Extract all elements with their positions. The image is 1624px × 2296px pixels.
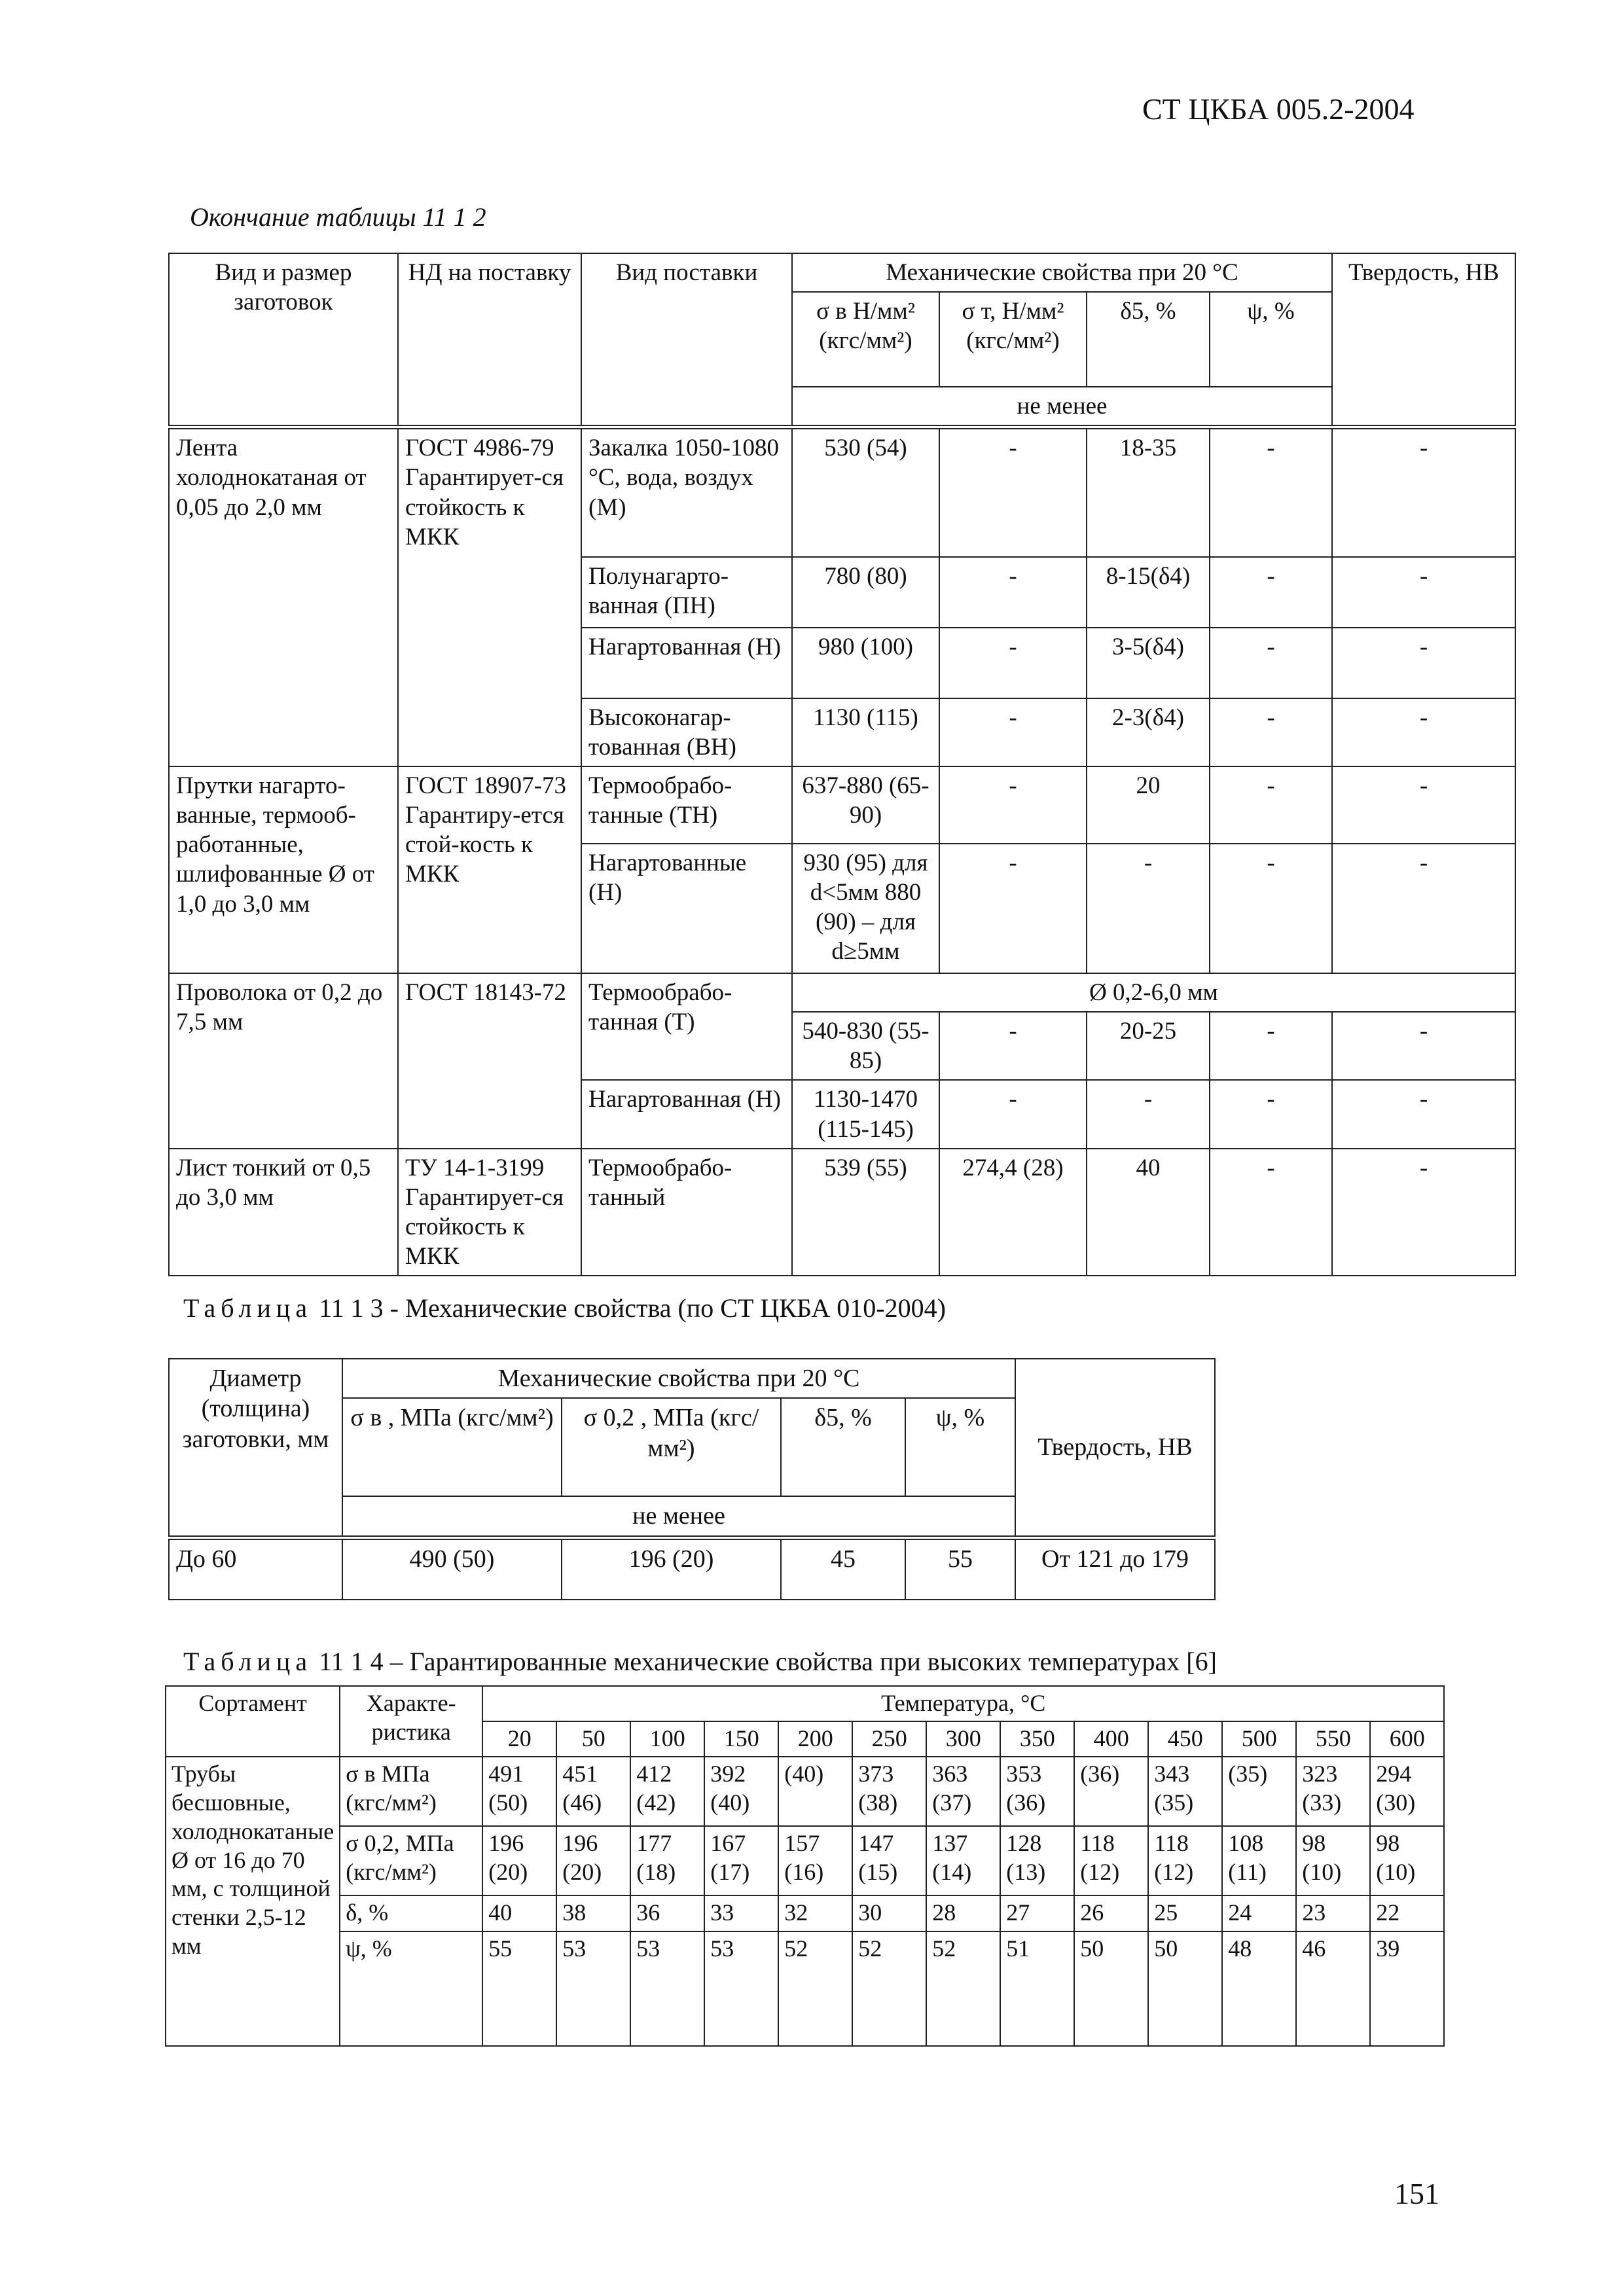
cell-temp-value: 53 [630,1931,704,2046]
cell-temp-value: 55 [482,1931,556,2046]
cell-supply: Полунагарто-ванная (ПН) [581,557,792,628]
cell-temp-value: 22 [1370,1895,1444,1931]
cell-psi: - [1210,1080,1332,1148]
cell-psi: - [1210,1149,1332,1276]
cell-delta5: - [1087,844,1210,973]
cell-temp-value: 38 [556,1895,630,1931]
cell-temp-value: 343 (35) [1148,1757,1222,1826]
cell-psi: - [1210,427,1332,557]
table-11-1-3-caption [183,1293,946,1323]
cell-temp-value: 196 (20) [556,1826,630,1895]
cell-char: σ в МПа (кгс/мм²) [340,1757,482,1826]
cell-psi: - [1210,766,1332,844]
cell-sigma-t: - [939,698,1087,766]
cell-temp-value: 24 [1222,1895,1296,1931]
cell-temp-value: 26 [1074,1895,1148,1931]
cell-temp-value: 392 (40) [704,1757,778,1826]
cell-supply: Нагартованные (Н) [581,844,792,973]
head-temp: 50 [556,1721,630,1757]
cell-kind: Проволока от 0,2 до 7,5 мм [169,973,398,1149]
cell-sigma-b: 980 (100) [792,628,939,698]
head-delta5: δ5, % [781,1398,905,1496]
cell-hardness: - [1332,557,1515,628]
cell-sigma-b: 540-830 (55-85) [792,1012,939,1080]
cell-psi: - [1210,1012,1332,1080]
row-sigma-02 [166,1826,1444,1895]
document-code: СТ ЦКБА 005.2-2004 [1142,92,1415,126]
cell-delta5: 2-3(δ4) [1087,698,1210,766]
cell-supply: Закалка 1050-1080 °С, вода, воздух (М) [581,427,792,557]
cell-sigma-t: - [939,1012,1087,1080]
head-temp: 550 [1296,1721,1370,1757]
cell-hardness: - [1332,1012,1515,1080]
cell-temp-value: (36) [1074,1757,1148,1826]
table-11-1-4 [165,1685,1445,2047]
head-temp: 350 [1000,1721,1074,1757]
cell-temp-value: 118 (12) [1148,1826,1222,1895]
cell-temp-value: 294 (30) [1370,1757,1444,1826]
head-delta5: δ5, % [1087,292,1210,387]
head-temperature: Температура, °С [482,1686,1444,1721]
cell-nd: ГОСТ 4986-79 Гарантирует-ся стойкость к МКК [398,427,581,766]
head-characteristic: Характе-ристика [340,1686,482,1757]
head-sigma-b: σ в , МПа (кгс/мм²) [342,1398,562,1496]
cell-temp-value: 147 (15) [852,1826,926,1895]
table-11-1-3 [168,1358,1216,1600]
cell-hardness: - [1332,766,1515,844]
head-temp: 150 [704,1721,778,1757]
cell-char: σ 0,2, МПа (кгс/мм²) [340,1826,482,1895]
cell-sigma-02: 196 (20) [562,1537,781,1600]
cell-temp-value: 52 [852,1931,926,2046]
cell-kind: Лента холоднокатаная от 0,05 до 2,0 мм [169,427,398,766]
cell-sigma-b: 490 (50) [342,1537,562,1600]
cell-temp-value: 52 [926,1931,1000,2046]
cell-temp-value: 451 (46) [556,1757,630,1826]
cell-supply: Высоконагар-тованная (ВН) [581,698,792,766]
cell-temp-value: 412 (42) [630,1757,704,1826]
cell-temp-value: 53 [556,1931,630,2046]
page-number: 151 [1394,2177,1439,2210]
caption-text: 11 1 3 - Механические свойства (по СТ ЦКБА 010-2004) [319,1293,946,1323]
cell-temp-value: 40 [482,1895,556,1931]
cell-temp-value: 53 [704,1931,778,2046]
head-mech: Механические свойства при 20 °С [342,1359,1015,1398]
cell-supply: Термообрабо-танная (Т) [581,973,792,1080]
cell-sortament: Трубы бесшовные, холоднокатаные Ø от 16 до 70 мм, с толщиной стенки 2,5-12 мм [166,1757,340,2046]
cell-temp-value: 30 [852,1895,926,1931]
cell-temp-value: 373 (38) [852,1757,926,1826]
cell-supply: Термообрабо-танный [581,1149,792,1276]
caption-word: Таблица [183,1293,313,1323]
head-sigma-02: σ 0,2 , МПа (кгс/мм²) [562,1398,781,1496]
cell-temp-value: 39 [1370,1931,1444,2046]
cell-psi: 55 [905,1537,1015,1600]
cell-temp-value: 27 [1000,1895,1074,1931]
head-hardness: Твердость, НВ [1332,253,1515,427]
cell-psi: - [1210,628,1332,698]
table-continuation-caption: Окончание таблицы 11 1 2 [190,202,486,232]
cell-sigma-b: 930 (95) для d<5мм 880 (90) – для d≥5мм [792,844,939,973]
cell-temp-value: 137 (14) [926,1826,1000,1895]
cell-temp-value: 167 (17) [704,1826,778,1895]
cell-delta5: 20-25 [1087,1012,1210,1080]
cell-temp-value: 46 [1296,1931,1370,2046]
cell-delta5: 40 [1087,1149,1210,1276]
cell-sigma-t: - [939,427,1087,557]
head-temp: 450 [1148,1721,1222,1757]
cell-psi: - [1210,557,1332,628]
head-not-less: не менее [792,387,1332,427]
cell-char: ψ, % [340,1931,482,2046]
cell-sigma-t: - [939,628,1087,698]
table-11-1-2 [168,253,1516,1276]
cell-temp-value: 363 (37) [926,1757,1000,1826]
cell-delta5: 20 [1087,766,1210,844]
head-temp: 600 [1370,1721,1444,1757]
row-sigma-b [166,1757,1444,1826]
cell-temp-value: 32 [778,1895,852,1931]
cell-temp-value: 51 [1000,1931,1074,2046]
head-psi: ψ, % [905,1398,1015,1496]
caption-text: 11 1 4 – Гарантированные механические свойства при высоких температурах [6] [319,1647,1217,1676]
cell-temp-value: 108 (11) [1222,1826,1296,1895]
head-temp: 500 [1222,1721,1296,1757]
head-temp: 100 [630,1721,704,1757]
cell-hardness: От 121 до 179 [1015,1537,1215,1600]
cell-temp-value: 36 [630,1895,704,1931]
cell-sigma-t: - [939,557,1087,628]
head-diameter: Диаметр (толщина) заготовки, мм [169,1359,342,1537]
head-sortament: Сортамент [166,1686,340,1757]
head-nd: НД на поставку [398,253,581,427]
cell-delta5: - [1087,1080,1210,1148]
cell-sigma-b: 780 (80) [792,557,939,628]
head-temp: 300 [926,1721,1000,1757]
cell-temp-value: (40) [778,1757,852,1826]
cell-delta5: 3-5(δ4) [1087,628,1210,698]
cell-hardness: - [1332,427,1515,557]
cell-sigma-b: 530 (54) [792,427,939,557]
cell-temp-value: 323 (33) [1296,1757,1370,1826]
cell-delta5: 8-15(δ4) [1087,557,1210,628]
cell-nd: ГОСТ 18907-73 Гарантиру-ется стой-кость к МКК [398,766,581,973]
cell-temp-value: 33 [704,1895,778,1931]
head-temp: 250 [852,1721,926,1757]
cell-diameter-note: Ø 0,2-6,0 мм [792,973,1515,1012]
cell-temp-value: 23 [1296,1895,1370,1931]
cell-hardness: - [1332,628,1515,698]
cell-temp-value: 25 [1148,1895,1222,1931]
head-sigma-t: σ т, Н/мм² (кгс/мм²) [939,292,1087,387]
cell-temp-value: 118 (12) [1074,1826,1148,1895]
cell-temp-value: 52 [778,1931,852,2046]
cell-hardness: - [1332,1149,1515,1276]
head-hardness: Твердость, НВ [1015,1359,1215,1537]
cell-sigma-b: 1130 (115) [792,698,939,766]
row-delta [166,1895,1444,1931]
cell-sigma-t: - [939,1080,1087,1148]
cell-sigma-b: 637-880 (65-90) [792,766,939,844]
cell-supply: Нагартованная (Н) [581,1080,792,1148]
head-temp: 200 [778,1721,852,1757]
caption-word: Таблица [183,1647,313,1676]
cell-kind: Прутки нагарто-ванные, термооб-работанные, шлифованные Ø от 1,0 до 3,0 мм [169,766,398,973]
cell-temp-value: 48 [1222,1931,1296,2046]
head-temp: 20 [482,1721,556,1757]
cell-temp-value: 98 (10) [1296,1826,1370,1895]
cell-nd: ГОСТ 18143-72 [398,973,581,1149]
cell-hardness: - [1332,1080,1515,1148]
head-not-less: не менее [342,1496,1015,1537]
cell-psi: - [1210,844,1332,973]
cell-psi: - [1210,698,1332,766]
cell-temp-value: 177 (18) [630,1826,704,1895]
head-psi: ψ, % [1210,292,1332,387]
cell-sigma-b: 1130-1470 (115-145) [792,1080,939,1148]
cell-char: δ, % [340,1895,482,1931]
cell-temp-value: 196 (20) [482,1826,556,1895]
cell-sigma-b: 539 (55) [792,1149,939,1276]
cell-delta5: 45 [781,1537,905,1600]
cell-delta5: 18-35 [1087,427,1210,557]
cell-sigma-t: - [939,844,1087,973]
cell-temp-value: 353 (36) [1000,1757,1074,1826]
cell-hardness: - [1332,844,1515,973]
cell-supply: Нагартованная (Н) [581,628,792,698]
cell-nd: ТУ 14-1-3199 Гарантирует-ся стойкость к МКК [398,1149,581,1276]
row-psi [166,1931,1444,2046]
cell-hardness: - [1332,698,1515,766]
head-mech: Механические свойства при 20 °С [792,253,1332,292]
cell-sigma-t: 274,4 (28) [939,1149,1087,1276]
cell-diameter: До 60 [169,1537,342,1600]
cell-temp-value: 491 (50) [482,1757,556,1826]
cell-temp-value: 50 [1074,1931,1148,2046]
table-11-1-4-caption [183,1646,1217,1677]
head-sigma-b: σ в Н/мм² (кгс/мм²) [792,292,939,387]
cell-supply: Термообрабо-танные (ТН) [581,766,792,844]
cell-temp-value: 157 (16) [778,1826,852,1895]
cell-temp-value: (35) [1222,1757,1296,1826]
cell-temp-value: 50 [1148,1931,1222,2046]
head-supply: Вид поставки [581,253,792,427]
cell-temp-value: 28 [926,1895,1000,1931]
cell-kind: Лист тонкий от 0,5 до 3,0 мм [169,1149,398,1276]
cell-temp-value: 128 (13) [1000,1826,1074,1895]
cell-sigma-t: - [939,766,1087,844]
cell-temp-value: 98 (10) [1370,1826,1444,1895]
head-temp: 400 [1074,1721,1148,1757]
head-kind: Вид и размер заготовок [169,253,398,427]
